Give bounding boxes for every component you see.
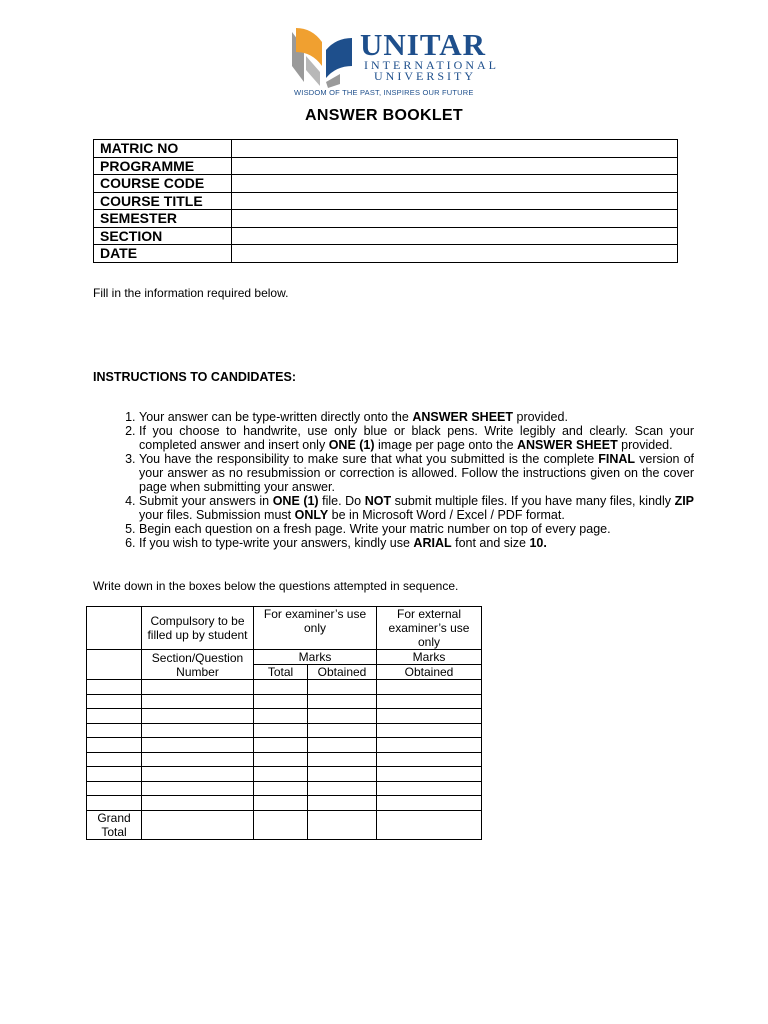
unitar-emblem-icon	[290, 26, 356, 88]
info-row	[94, 245, 678, 263]
total-mark-cell[interactable]	[254, 781, 308, 796]
instruction-text: provided.	[513, 410, 568, 424]
info-value-field[interactable]	[232, 157, 678, 175]
info-value-field[interactable]	[232, 210, 678, 228]
info-label: PROGRAMME	[94, 157, 232, 175]
logo-tagline: WISDOM OF THE PAST, INSPIRES OUR FUTURE	[294, 88, 474, 97]
total-mark-cell[interactable]	[254, 694, 308, 709]
instructions-heading: INSTRUCTIONS TO CANDIDATES:	[93, 370, 297, 384]
info-row	[94, 175, 678, 193]
write-down-note: Write down in the boxes below the questions attempted in sequence.	[93, 579, 459, 593]
obtained-mark-cell[interactable]	[308, 680, 377, 695]
answer-row	[87, 738, 482, 753]
instruction-text: submit multiple files. If you have many files, kindly	[391, 494, 675, 508]
answer-row	[87, 723, 482, 738]
info-value-field[interactable]	[232, 227, 678, 245]
instruction-emphasis: FINAL	[598, 452, 636, 466]
university-logo	[290, 26, 510, 102]
question-number-cell[interactable]	[142, 752, 254, 767]
grand-total-label: Grand Total	[87, 810, 142, 839]
answer-row	[87, 680, 482, 695]
question-number-cell[interactable]	[142, 694, 254, 709]
info-row	[94, 210, 678, 228]
logo-subtitle-international: INTERNATIONAL	[364, 58, 499, 72]
header-marks: Marks	[254, 650, 377, 665]
info-row	[94, 157, 678, 175]
instruction-emphasis: ARIAL	[413, 536, 452, 550]
instruction-text: be in Microsoft Word / Excel / PDF format.	[328, 508, 565, 522]
instruction-emphasis: ONE (1)	[272, 494, 319, 508]
row-number-cell[interactable]	[87, 752, 142, 767]
header-total: Total	[254, 665, 308, 680]
question-number-cell[interactable]	[142, 709, 254, 724]
obtained-mark-cell[interactable]	[308, 738, 377, 753]
question-number-cell[interactable]	[142, 723, 254, 738]
answer-row	[87, 694, 482, 709]
logo-wordmark: UNITAR	[360, 27, 486, 62]
external-obtained-cell[interactable]	[377, 680, 482, 695]
header-student: Compulsory to be filled up by student	[142, 607, 254, 650]
row-number-cell[interactable]	[87, 781, 142, 796]
row-number-cell[interactable]	[87, 767, 142, 782]
instruction-text: provided.	[617, 438, 673, 452]
total-mark-cell[interactable]	[254, 752, 308, 767]
info-value-field[interactable]	[232, 192, 678, 210]
obtained-mark-cell[interactable]	[308, 767, 377, 782]
external-obtained-cell[interactable]	[377, 796, 482, 811]
total-mark-cell[interactable]	[254, 680, 308, 695]
instruction-text: your files. Submission must	[139, 508, 295, 522]
instruction-item	[139, 522, 694, 536]
row-number-cell[interactable]	[87, 738, 142, 753]
document-title: ANSWER BOOKLET	[305, 107, 463, 124]
header-marks-external: Marks	[377, 650, 482, 665]
info-label: MATRIC NO	[94, 140, 232, 158]
external-obtained-cell[interactable]	[377, 709, 482, 724]
header-examiner: For examiner’s use only	[254, 607, 377, 650]
instruction-text: Begin each question on a fresh page. Write your matric number on top of every page.	[139, 522, 611, 536]
instruction-item	[139, 410, 694, 424]
info-label: DATE	[94, 245, 232, 263]
answer-row	[87, 796, 482, 811]
row-number-cell[interactable]	[87, 709, 142, 724]
info-row	[94, 192, 678, 210]
instruction-emphasis: 10.	[529, 536, 547, 550]
instruction-emphasis: ANSWER SHEET	[517, 438, 618, 452]
instructions-list	[93, 410, 694, 550]
grand-total-row	[87, 810, 482, 839]
info-row	[94, 227, 678, 245]
row-number-cell[interactable]	[87, 723, 142, 738]
total-mark-cell[interactable]	[254, 796, 308, 811]
answer-row	[87, 752, 482, 767]
row-number-cell[interactable]	[87, 694, 142, 709]
answer-row	[87, 767, 482, 782]
instruction-emphasis: ONE (1)	[328, 438, 375, 452]
instruction-emphasis: ANSWER SHEET	[412, 410, 514, 424]
instruction-emphasis: ZIP	[674, 494, 695, 508]
instruction-emphasis: ONLY	[294, 508, 329, 522]
fill-in-note: Fill in the information required below.	[93, 286, 289, 300]
info-value-field[interactable]	[232, 140, 678, 158]
candidate-info-table	[93, 139, 678, 263]
info-label: COURSE CODE	[94, 175, 232, 193]
question-number-cell[interactable]	[142, 738, 254, 753]
info-value-field[interactable]	[232, 245, 678, 263]
instruction-emphasis: NOT	[364, 494, 392, 508]
answer-row	[87, 781, 482, 796]
question-number-cell[interactable]	[142, 680, 254, 695]
external-obtained-cell[interactable]	[377, 694, 482, 709]
info-label: COURSE TITLE	[94, 192, 232, 210]
question-number-cell[interactable]	[142, 781, 254, 796]
grand-total-question-cell[interactable]	[142, 810, 254, 839]
total-mark-cell[interactable]	[254, 738, 308, 753]
instruction-text: font and size	[451, 536, 530, 550]
info-label: SECTION	[94, 227, 232, 245]
instruction-text: version of your answer as no resubmission or correction is allowed. Follow the instructions given on the cover page when submitting your answer.	[139, 452, 694, 494]
external-obtained-cell[interactable]	[377, 752, 482, 767]
obtained-mark-cell[interactable]	[308, 752, 377, 767]
total-mark-cell[interactable]	[254, 723, 308, 738]
answer-row	[87, 709, 482, 724]
info-value-field[interactable]	[232, 175, 678, 193]
external-obtained-cell[interactable]	[377, 781, 482, 796]
question-number-cell[interactable]	[142, 796, 254, 811]
instruction-item	[139, 536, 694, 550]
grand-total-mark-cell[interactable]	[254, 810, 308, 839]
logo-subtitle-university: UNIVERSITY	[374, 69, 476, 83]
obtained-mark-cell[interactable]	[308, 781, 377, 796]
external-obtained-cell[interactable]	[377, 738, 482, 753]
info-label: SEMESTER	[94, 210, 232, 228]
instruction-item	[139, 494, 694, 522]
instruction-item	[139, 424, 694, 452]
obtained-mark-cell[interactable]	[308, 796, 377, 811]
instruction-text: If you wish to type-write your answers, kindly use	[139, 536, 414, 550]
obtained-mark-cell[interactable]	[308, 723, 377, 738]
instruction-text: If you choose to handwrite, use only blue or black pens. Write legibly and clearly. Scan your completed answer and insert only	[139, 424, 694, 452]
instruction-text: image per page onto the	[374, 438, 517, 452]
obtained-mark-cell[interactable]	[308, 694, 377, 709]
total-mark-cell[interactable]	[254, 767, 308, 782]
header-section-question: Section/Question Number	[142, 650, 254, 680]
instruction-item	[139, 452, 694, 494]
marks-table	[86, 606, 482, 840]
instruction-text: You have the responsibility to make sure that what you submitted is the complete	[139, 452, 599, 466]
header-obtained: Obtained	[308, 665, 377, 680]
marks-header-blank	[87, 607, 142, 650]
row-number-cell[interactable]	[87, 796, 142, 811]
grand-total-obtained-cell[interactable]	[308, 810, 377, 839]
info-row	[94, 140, 678, 158]
row-number-cell[interactable]	[87, 680, 142, 695]
external-obtained-cell[interactable]	[377, 723, 482, 738]
marks-header-blank-2	[87, 650, 142, 680]
external-obtained-cell[interactable]	[377, 767, 482, 782]
instruction-text: Submit your answers in	[139, 494, 273, 508]
instruction-text: file. Do	[318, 494, 365, 508]
obtained-mark-cell[interactable]	[308, 709, 377, 724]
instruction-text: Your answer can be type-written directly onto the	[139, 410, 413, 424]
grand-total-external-cell[interactable]	[377, 810, 482, 839]
question-number-cell[interactable]	[142, 767, 254, 782]
total-mark-cell[interactable]	[254, 709, 308, 724]
header-obtained-external: Obtained	[377, 665, 482, 680]
header-external-examiner: For external examiner’s use only	[377, 607, 482, 650]
